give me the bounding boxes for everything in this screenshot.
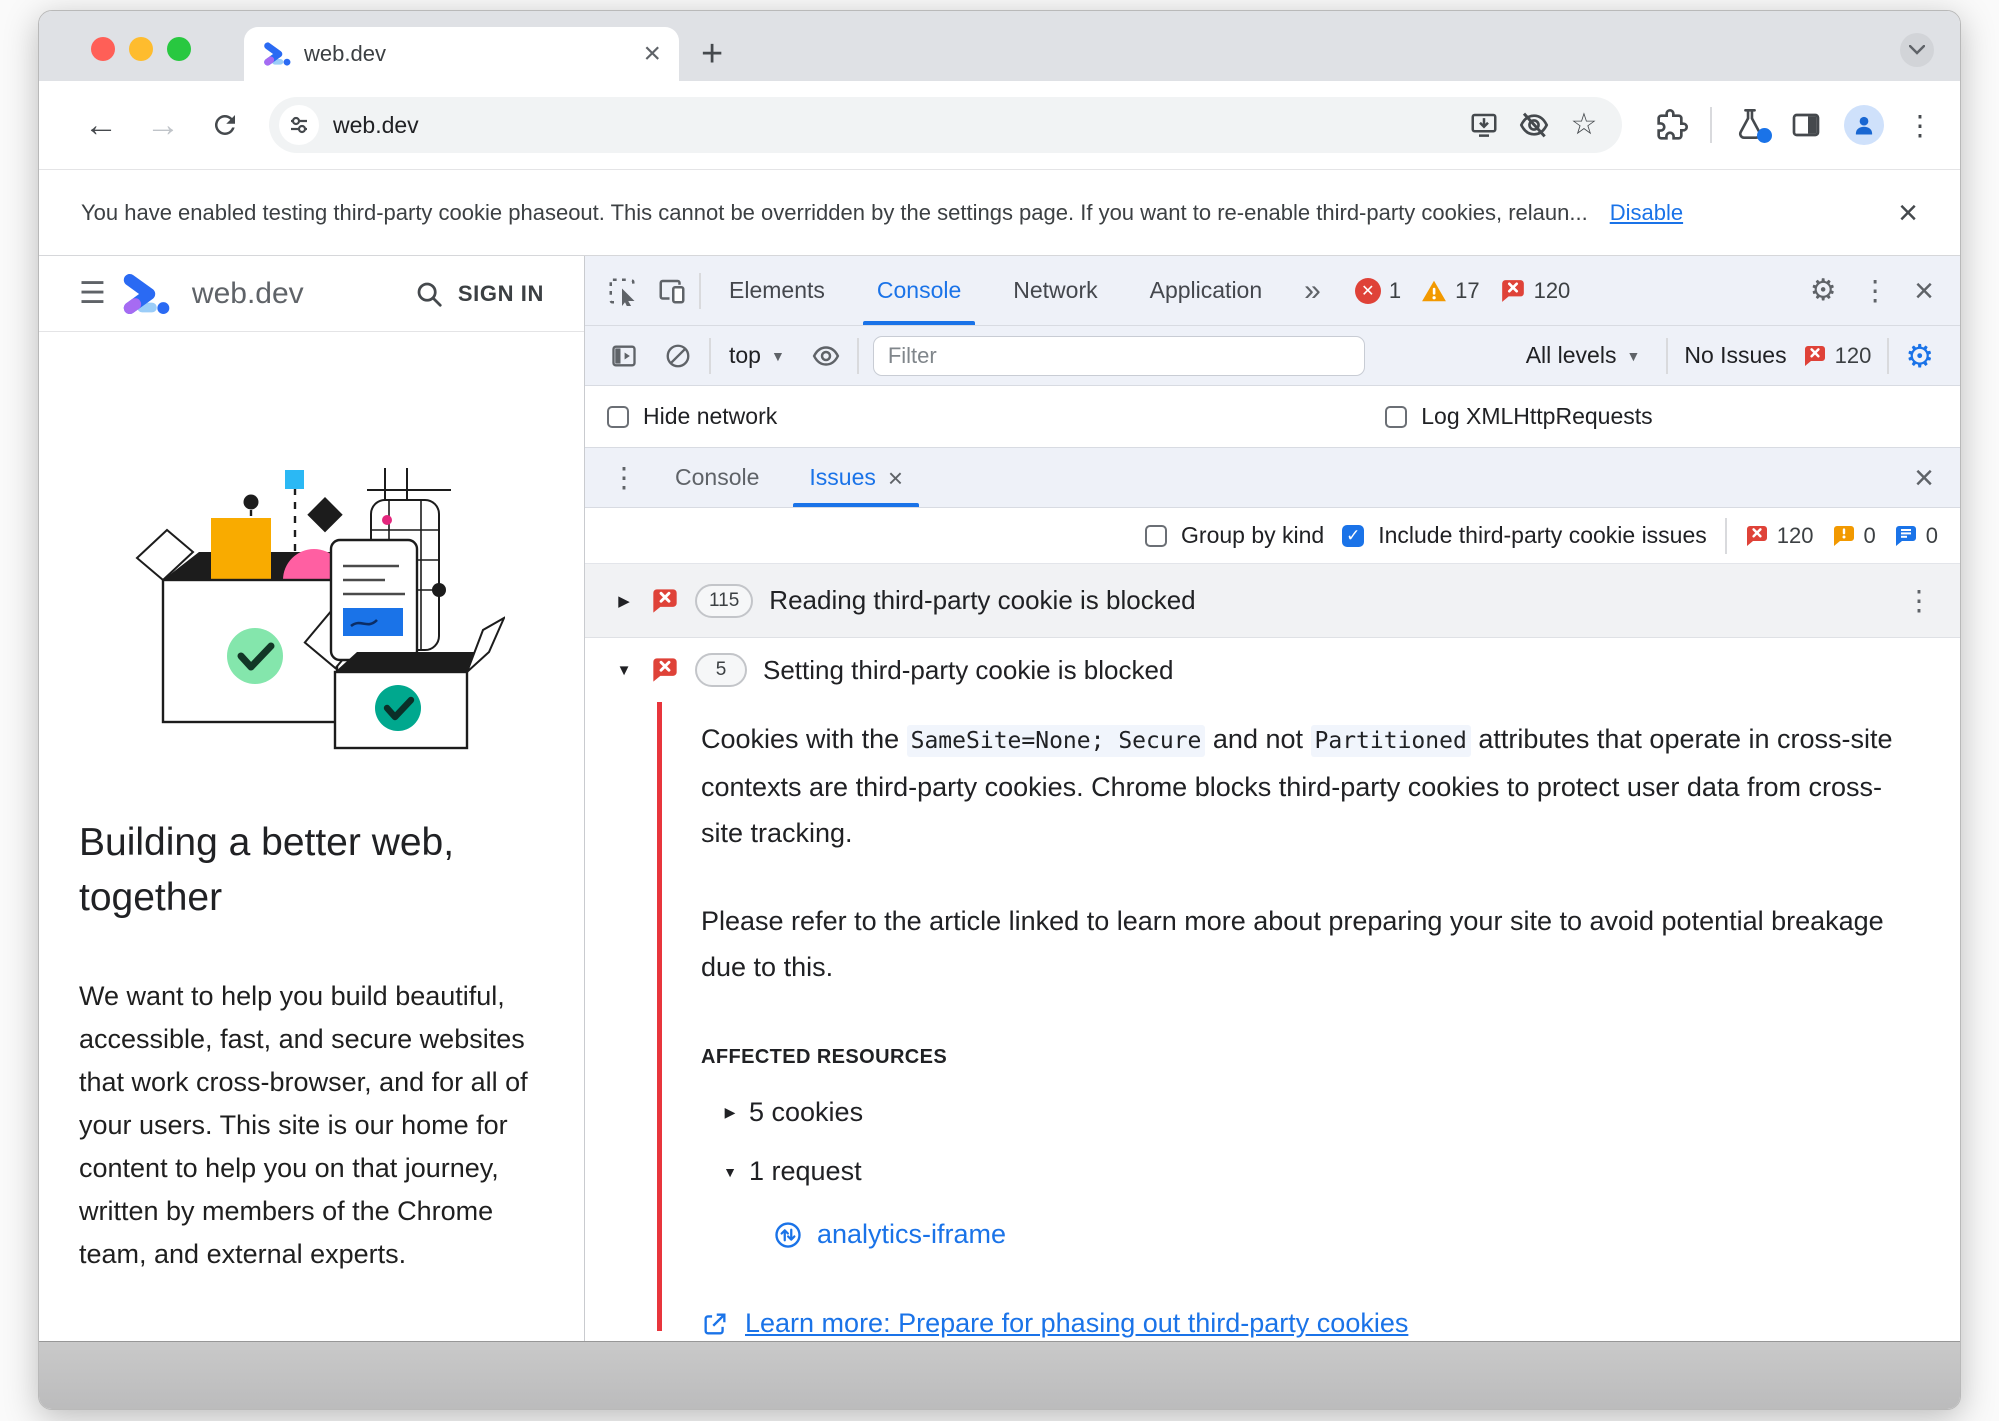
inspect-cursor-icon bbox=[607, 276, 637, 306]
experiments-button[interactable] bbox=[1734, 107, 1768, 143]
chevron-down-icon: ▼ bbox=[770, 347, 785, 364]
infobar-close-icon[interactable]: × bbox=[1898, 193, 1918, 232]
issue-description: Cookies with the SameSite=None; Secure and not Partitioned attributes that operate in cross-site contexts are third-party cookies. Chrome blocks third-party cookies to protect user data from cross-site tracking. bbox=[701, 724, 1893, 848]
chevron-down-icon: ▼ bbox=[1626, 347, 1641, 364]
affected-requests-toggle[interactable]: ▼ 1 request bbox=[701, 1156, 1920, 1187]
issue-menu-button[interactable]: ⋮ bbox=[1905, 585, 1933, 616]
devtools-panel bbox=[585, 256, 1960, 1341]
site-settings-button[interactable] bbox=[279, 105, 319, 145]
devtools-close-button[interactable]: × bbox=[1914, 271, 1934, 310]
side-panel-icon bbox=[1790, 109, 1822, 141]
collapse-triangle-icon[interactable]: ▼ bbox=[616, 661, 632, 679]
third-party-cookies-blocked-button[interactable] bbox=[1516, 107, 1552, 143]
extensions-puzzle-icon bbox=[1656, 109, 1688, 141]
issue-description-2: Please refer to the article linked to learn more about preparing your site to avoid potential breakage due to this. bbox=[701, 906, 1884, 982]
experiments-active-dot bbox=[1757, 128, 1772, 143]
issue-count-badge: 5 bbox=[695, 653, 747, 687]
webdev-favicon bbox=[262, 41, 292, 67]
install-button[interactable] bbox=[1466, 107, 1502, 143]
webdev-logo[interactable] bbox=[120, 272, 172, 316]
expand-triangle-icon[interactable]: ▶ bbox=[724, 1104, 736, 1120]
clear-console-button[interactable] bbox=[655, 333, 701, 379]
issue-bubble-icon bbox=[651, 656, 679, 684]
side-panel-button[interactable] bbox=[1790, 109, 1822, 141]
tune-icon bbox=[287, 113, 311, 137]
issue-info-bubble-icon bbox=[1894, 524, 1918, 548]
devtools-menu-button[interactable]: ⋮ bbox=[1861, 275, 1890, 306]
site-header bbox=[39, 256, 584, 332]
url-text[interactable]: web.dev bbox=[333, 111, 419, 138]
infobar-message: You have enabled testing third-party cookie phaseout. This cannot be overridden by the settings page. If you want to re-enable third-party cookies, relaun... bbox=[81, 199, 1588, 225]
console-settings-row bbox=[585, 386, 1960, 448]
tab-close-icon[interactable]: × bbox=[643, 37, 661, 70]
error-icon: ✕ bbox=[1355, 278, 1381, 304]
log-level-selector[interactable]: All levels ▼ bbox=[1525, 342, 1641, 368]
expand-triangle-icon[interactable]: ▶ bbox=[618, 592, 630, 610]
browser-window bbox=[38, 10, 1961, 1410]
hero-heading: Building a better web, together bbox=[79, 821, 455, 919]
issue-bubble-icon bbox=[1745, 524, 1769, 548]
issue-detail-body bbox=[585, 702, 1960, 1341]
issue-count-badge: 115 bbox=[695, 584, 753, 618]
console-settings-button[interactable]: ⚙ bbox=[1905, 337, 1934, 374]
console-sidebar-toggle[interactable] bbox=[601, 333, 647, 379]
eye-icon bbox=[811, 341, 841, 371]
more-tabs-button[interactable]: » bbox=[1304, 273, 1321, 307]
group-by-kind-checkbox[interactable]: Group by kind bbox=[1145, 522, 1324, 549]
reload-button[interactable] bbox=[199, 99, 251, 151]
improvements-count: 0 bbox=[1894, 523, 1938, 549]
reload-icon bbox=[210, 110, 240, 140]
eye-off-icon bbox=[1518, 109, 1550, 141]
tab-application[interactable]: Application bbox=[1149, 277, 1263, 303]
live-expression-eye-button[interactable] bbox=[803, 333, 849, 379]
console-filter-input[interactable] bbox=[873, 336, 1365, 376]
browser-tab[interactable] bbox=[244, 27, 679, 81]
learn-more-link[interactable]: Learn more: Prepare for phasing out third-party cookies bbox=[701, 1308, 1920, 1339]
search-icon[interactable] bbox=[414, 279, 444, 309]
devtools-settings-button[interactable]: ⚙ bbox=[1809, 273, 1837, 307]
issue-row-reading-blocked[interactable] bbox=[585, 564, 1960, 638]
devtools-tabbar bbox=[585, 256, 1960, 326]
window-content bbox=[39, 256, 1960, 1341]
install-icon bbox=[1469, 110, 1499, 140]
log-xhr-checkbox[interactable]: Log XMLHttpRequests bbox=[1385, 403, 1652, 430]
frame-request-icon bbox=[773, 1220, 803, 1250]
issues-count[interactable]: 120 bbox=[1500, 278, 1571, 304]
drawer-tab-issues[interactable]: Issues × bbox=[787, 448, 925, 507]
traffic-lights bbox=[91, 37, 191, 61]
checkbox-unchecked[interactable] bbox=[607, 406, 629, 428]
tab-title: web.dev bbox=[304, 41, 386, 66]
profile-avatar[interactable] bbox=[1844, 105, 1884, 145]
toolbar-actions bbox=[1656, 105, 1934, 145]
issue-bubble-icon bbox=[1803, 344, 1827, 368]
external-link-icon bbox=[701, 1310, 729, 1338]
inspect-element-button[interactable] bbox=[599, 268, 645, 314]
console-toolbar bbox=[585, 326, 1960, 386]
tab-network[interactable]: Network bbox=[1013, 277, 1098, 303]
issue-bubble-icon bbox=[651, 587, 679, 615]
error-count[interactable]: ✕ 1 bbox=[1355, 278, 1401, 304]
address-bar[interactable] bbox=[269, 97, 1622, 153]
page-errors-count: 120 bbox=[1745, 523, 1814, 549]
hide-network-checkbox[interactable]: Hide network bbox=[607, 403, 777, 430]
window-minimize-button[interactable] bbox=[129, 37, 153, 61]
drawer-tabbar bbox=[585, 448, 1960, 508]
dock-sidebar-icon bbox=[610, 342, 638, 370]
toolbar-divider bbox=[1710, 107, 1712, 143]
drawer-tab-close-icon[interactable]: × bbox=[887, 462, 904, 493]
site-brand-text[interactable]: web.dev bbox=[191, 276, 304, 310]
forward-button[interactable]: → bbox=[146, 105, 180, 144]
drawer-close-button[interactable]: × bbox=[1914, 458, 1934, 497]
warning-triangle-icon bbox=[1421, 279, 1447, 303]
issue-title[interactable]: Setting third-party cookie is blocked bbox=[763, 654, 1174, 685]
checkbox-checked[interactable]: ✓ bbox=[1342, 525, 1364, 547]
bookmark-star-icon[interactable]: ☆ bbox=[1570, 108, 1598, 141]
browser-toolbar bbox=[39, 81, 1960, 169]
device-toolbar-icon bbox=[657, 276, 687, 306]
extensions-button[interactable] bbox=[1656, 109, 1688, 141]
window-zoom-button[interactable] bbox=[167, 37, 191, 61]
browser-menu-button[interactable]: ⋮ bbox=[1906, 109, 1934, 141]
sign-in-button[interactable]: SIGN IN bbox=[457, 280, 544, 306]
back-button[interactable]: ← bbox=[84, 105, 118, 144]
issue-warning-bubble-icon bbox=[1832, 524, 1856, 548]
issue-bubble-icon bbox=[1500, 278, 1526, 304]
hero-paragraph: We want to help you build beautiful, accessible, fast, and secure websites that work cross-browser, and for all of your users. This site is our home for content to help you on that journey, written by members of the Chrome team, and external experts. bbox=[79, 981, 528, 1270]
issue-title[interactable]: Reading third-party cookie is blocked bbox=[769, 585, 1196, 615]
drawer-menu-button[interactable]: ⋮ bbox=[610, 462, 638, 493]
affected-resources-header: AFFECTED RESOURCES bbox=[701, 1046, 948, 1068]
chevron-down-icon bbox=[1909, 45, 1925, 55]
infobar-disable-link[interactable]: Disable bbox=[1609, 199, 1684, 225]
tab-search-button[interactable] bbox=[1900, 33, 1934, 67]
device-toolbar-button[interactable] bbox=[649, 268, 695, 314]
warning-count[interactable]: 17 bbox=[1421, 278, 1479, 304]
drawer-tab-console[interactable]: Console bbox=[675, 464, 760, 490]
issues-toolbar bbox=[585, 508, 1960, 564]
window-titlebar bbox=[39, 11, 1960, 81]
window-close-button[interactable] bbox=[91, 37, 115, 61]
code-partitioned: Partitioned bbox=[1311, 725, 1471, 757]
tab-elements[interactable]: Elements bbox=[729, 277, 825, 303]
hamburger-menu-icon[interactable]: ☰ bbox=[79, 277, 106, 310]
request-resource-link[interactable]: analytics-iframe bbox=[773, 1219, 1920, 1250]
person-icon bbox=[1851, 112, 1877, 138]
new-tab-button[interactable]: + bbox=[701, 33, 724, 75]
cookie-phaseout-infobar bbox=[39, 169, 1960, 256]
collapse-triangle-icon[interactable]: ▼ bbox=[723, 1163, 737, 1180]
issue-accent-bar bbox=[657, 702, 662, 1331]
toolbar-issues-count[interactable]: 120 bbox=[1803, 343, 1872, 369]
include-third-party-checkbox[interactable]: ✓ Include third-party cookie issues bbox=[1342, 522, 1707, 549]
affected-cookies-toggle[interactable]: ▶ 5 cookies bbox=[701, 1097, 1920, 1128]
hero-illustration bbox=[135, 460, 584, 760]
checkbox-unchecked[interactable] bbox=[1385, 406, 1407, 428]
no-issues-label[interactable]: No Issues bbox=[1684, 342, 1787, 368]
context-selector[interactable]: top ▼ bbox=[729, 342, 785, 368]
window-bottom-edge bbox=[39, 1341, 1960, 1410]
webpage-viewport bbox=[39, 256, 585, 1341]
breaking-changes-count: 0 bbox=[1832, 523, 1876, 549]
checkbox-unchecked[interactable] bbox=[1145, 525, 1167, 547]
code-samesite: SameSite=None; Secure bbox=[907, 725, 1206, 757]
issue-row-setting-blocked[interactable] bbox=[585, 638, 1960, 702]
clear-slash-icon bbox=[664, 342, 692, 370]
tab-console[interactable]: Console bbox=[853, 256, 985, 325]
